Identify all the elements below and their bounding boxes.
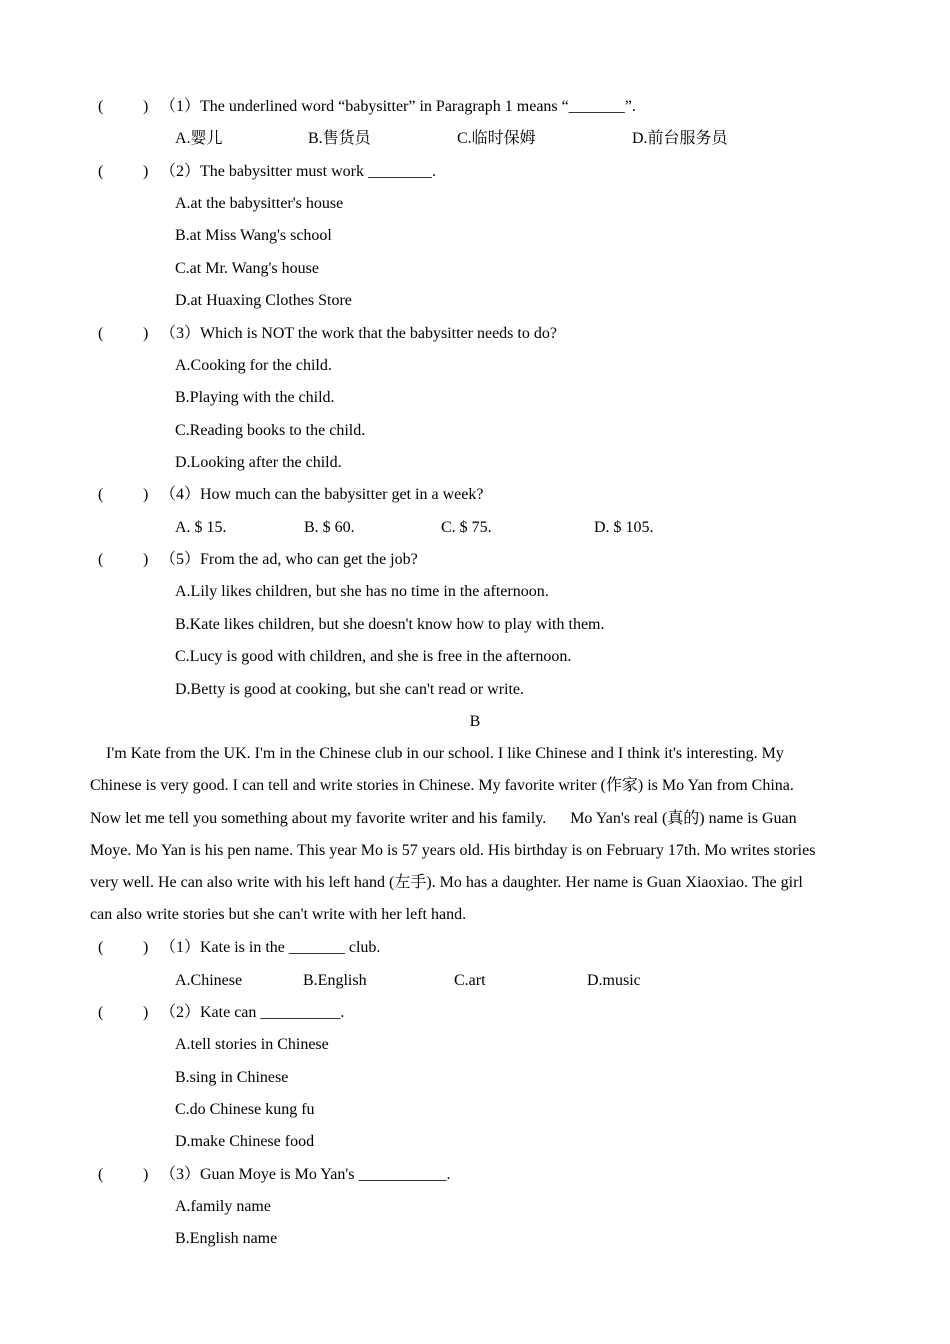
option-a: A.Cooking for the child. [175,357,332,374]
reading-passage [90,738,860,932]
answer-paren-right: ) [143,163,149,180]
answer-paren-left: ( [98,163,104,180]
answer-paren-left: ( [98,551,104,568]
option-c: C.at Mr. Wang's house [175,260,319,277]
answer-paren-right: ) [143,325,149,342]
option-b: B.English [303,972,367,989]
answer-paren-right: ) [143,1166,149,1183]
passage-line: Now let me tell you something about my favorite writer and his family. Mo Yan's real (真的) name is Guan [90,809,797,827]
question-text: （1）Kate is in the _______ club. [160,939,381,956]
answer-paren-left: ( [98,325,104,342]
option-a: A.Chinese [175,972,243,989]
answer-paren-left: ( [98,1166,104,1183]
option-b: B.at Miss Wang's school [175,227,332,244]
option-a: A.tell stories in Chinese [175,1036,329,1053]
option-b: B.Kate likes children, but she doesn't know how to play with them. [175,616,605,633]
option-d: D.Looking after the child. [175,454,342,471]
option-c: C.Reading books to the child. [175,422,366,439]
option-c: C.Lucy is good with children, and she is free in the afternoon. [175,648,572,665]
option-a: A.family name [175,1198,271,1215]
question-text: （3）Guan Moye is Mo Yan's ___________. [160,1166,451,1183]
option-a: A. $ 15. [175,519,227,536]
answer-paren-left: ( [98,486,104,503]
option-b: B.售货员 [308,130,371,147]
option-c: C.do Chinese kung fu [175,1101,315,1118]
option-c: C.临时保姆 [457,130,536,147]
option-a: A.at the babysitter's house [175,195,344,212]
question-text: （2）The babysitter must work ________. [160,163,436,180]
passage-line: Chinese is very good. I can tell and write stories in Chinese. My favorite writer (作家) is Mo Yan from China. [90,777,794,795]
option-a: A.Lily likes children, but she has no time in the afternoon. [175,583,549,600]
passage-line: Moye. Mo Yan is his pen name. This year Mo is 57 years old. His birthday is on February 17th. Mo writes stories [90,841,816,859]
passage-line: very well. He can also write with his left hand (左手). Mo has a daughter. Her name is Guan Xiaoxiao. The girl [90,874,803,892]
answer-paren-right: ) [143,486,149,503]
option-d: D.前台服务员 [632,130,728,147]
option-b: B.sing in Chinese [175,1069,289,1086]
option-d: D. $ 105. [594,519,654,536]
option-c: C.art [454,972,486,989]
option-d: D.make Chinese food [175,1133,315,1150]
option-d: D.Betty is good at cooking, but she can't read or write. [175,681,525,698]
answer-paren-left: ( [98,98,104,115]
option-d: D.at Huaxing Clothes Store [175,292,352,309]
answer-paren-left: ( [98,939,104,956]
option-d: D.music [587,972,641,989]
answer-paren-right: ) [143,1004,149,1021]
answer-paren-right: ) [143,551,149,568]
question-text: （1）The underlined word “babysitter” in Paragraph 1 means “_______”. [160,98,636,115]
option-c: C. $ 75. [441,519,492,536]
answer-paren-left: ( [98,1004,104,1021]
question-text: （4）How much can the babysitter get in a week? [160,486,484,503]
answer-paren-right: ) [143,939,149,956]
question-text: （3）Which is NOT the work that the babysitter needs to do? [160,325,557,342]
option-a: A.婴儿 [175,130,223,147]
section-heading: B [469,713,481,730]
passage-line: can also write stories but she can't write with her left hand. [90,906,467,924]
option-b: B. $ 60. [304,519,355,536]
answer-paren-right: ) [143,98,149,115]
passage-line: I'm Kate from the UK. I'm in the Chinese club in our school. I like Chinese and I think it's interesting. My [90,745,784,762]
option-b: B.Playing with the child. [175,389,335,406]
question-text: （5）From the ad, who can get the job? [160,551,418,568]
option-b: B.English name [175,1230,278,1247]
question-text: （2）Kate can __________. [160,1004,345,1021]
